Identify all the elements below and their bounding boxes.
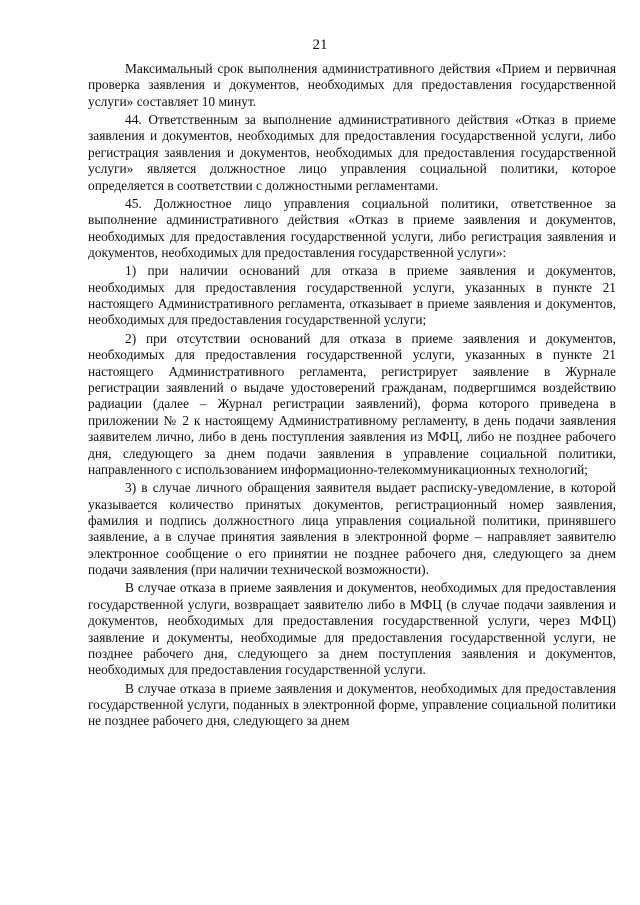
- document-body: [88, 61, 616, 730]
- paragraph-45-official: 45. Должностное лицо управления социальной политики, ответственное за выполнение административного действия «Отказ в приеме заявления и документов, необходимых для предоставления государственной услуги, либо регистрация заявления и документов, необходимых для предоставления государственной услуги»:: [88, 195, 616, 261]
- page-number: 21: [312, 37, 328, 53]
- paragraph-44-responsible: 44. Ответственным за выполнение административного действия «Отказ в приеме заявления и документов, необходимых для предоставления государственной услуги, либо регистрация заявления и документов, необходимых для предоставления государственной услуги» является должностное лицо управления социальной политики, которое определяется в соответствии с должностными регламентами.: [88, 112, 616, 193]
- paragraph-max-duration: Максимальный срок выполнения административного действия «Прием и первичная проверка заявления и документов, необходимых для предоставления государственной услуги» составляет 10 минут.: [88, 61, 616, 109]
- list-item-2-registration: 2) при отсутствии оснований для отказа в приеме заявления и документов, необходимых для предоставления государственной услуги, указанных в пункте 21 настоящего Административного регламента, регистрирует заявление в Журнале регистрации заявлений о выдаче удостоверений гражданам, подвергшимся воздействию радиации (далее – Журнал регистрации заявлений), форма которого приведена в приложении № 2 к настоящему Административному регламенту, в день подачи заявления заявителем лично, либо в день поступления заявления из МФЦ, либо не позднее рабочего дня, следующего за днем подачи заявления в управление социальной политики, направленного с использованием информационно-телекоммуникационных технологий;: [88, 330, 616, 477]
- list-item-1-refusal: 1) при наличии оснований для отказа в приеме заявления и документов, необходимых для предоставления государственной услуги, указанных в пункте 21 настоящего Административного регламента, отказывает в приеме заявления и документов, необходимых для предоставления государственной услуги;: [88, 263, 616, 328]
- paragraph-refusal-electronic: В случае отказа в приеме заявления и документов, необходимых для предоставления государственной услуги, поданных в электронной форме, управление социальной политики не позднее рабочего дня, следующего за днем: [88, 680, 616, 729]
- list-item-3-receipt: 3) в случае личного обращения заявителя выдает расписку-уведомление, в которой указывается количество принятых документов, регистрационный номер заявления, фамилия и подпись должностного лица управления социальной политики, принявшего заявление, а в случае принятия заявления в электронной форме – направляет заявителю электронное сообщение о его принятии не позднее рабочего дня, следующего за днем подачи заявления (при наличии технической возможности).: [88, 480, 616, 578]
- paragraph-refusal-return: В случае отказа в приеме заявления и документов, необходимых для предоставления государственной услуги, возвращает заявителю либо в МФЦ (в случае подачи заявления и документов, необходимых для предоставления государственной услуги, через МФЦ) заявление и документы, необходимые для предоставления государственной услуги, не позднее рабочего дня, следующего за днем поступления заявления и документов, необходимых для предоставления государственной услуги.: [88, 580, 616, 678]
